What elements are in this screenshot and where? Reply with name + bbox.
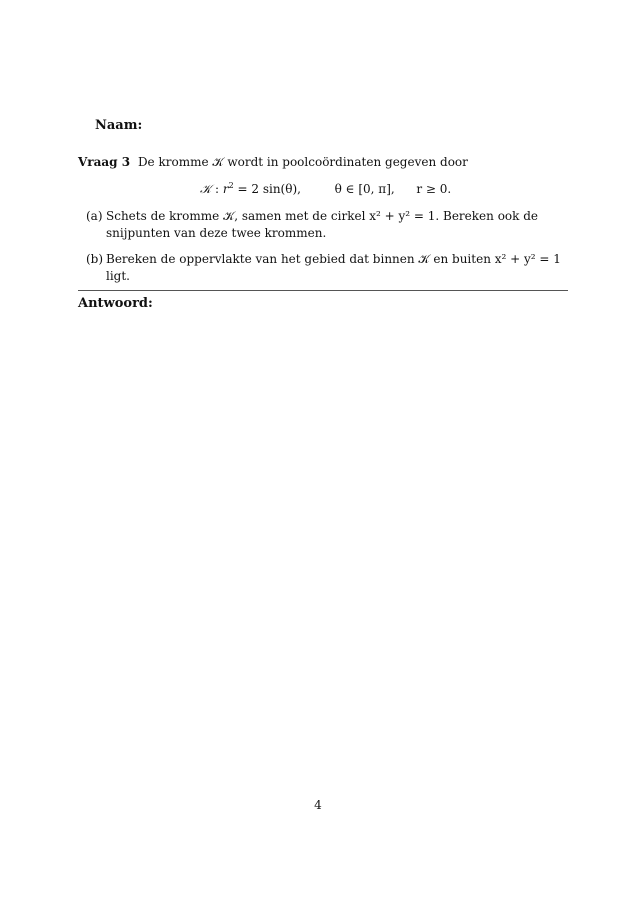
page-number: 4 [314,798,322,812]
question-part-b [86,251,566,285]
formula-domain: θ ∈ [0, π], [334,182,395,196]
curve-definition-formula: 𝒦 : $r^2 = 2$ sin(θ), θ ∈ [0, π], r ≥ 0. [200,181,452,196]
question-part-a [86,208,566,242]
divider [78,290,568,291]
formula-rhs: = 2 sin(θ), [237,182,301,196]
part-b-label: (b) [86,252,104,266]
formula-lhs: r [222,182,229,196]
formula-condition: r ≥ 0. [416,182,452,196]
question-block [78,154,573,170]
name-label: Naam: [95,118,143,133]
answer-label: Antwoord: [78,296,153,311]
part-b-text: Bereken de oppervlakte van het gebied dat binnen 𝒦 en buiten x² + y² = 1 ligt. [106,252,561,283]
curve-symbol: 𝒦 [200,182,212,196]
part-a-text: Schets de kromme 𝒦, samen met de cirkel x² + y² = 1. Bereken ook de snijpunten van deze twee krommen. [106,209,539,240]
question-number: Vraag 3 [78,155,131,169]
part-a-label: (a) [86,209,103,223]
question-intro: De kromme 𝒦 wordt in poolcoördinaten gegeven door [137,155,468,169]
question-header [78,154,573,170]
